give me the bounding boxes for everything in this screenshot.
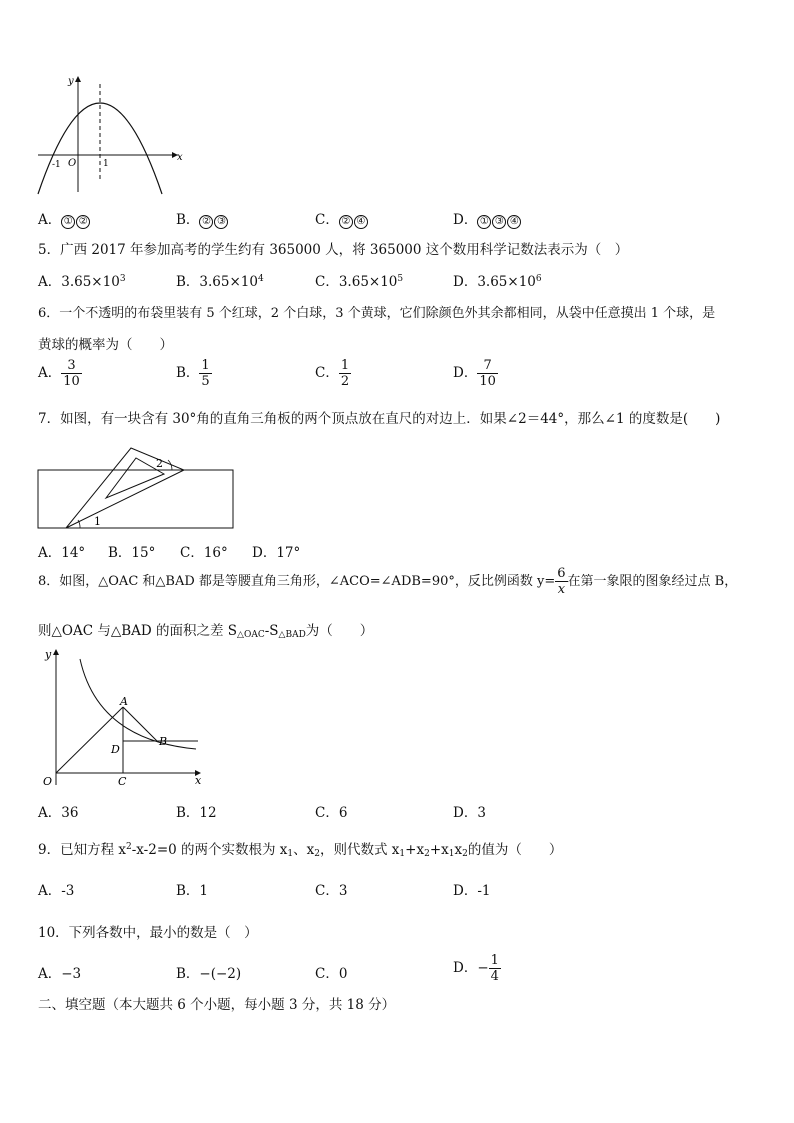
section-2-heading: 二、填空题（本大题共 6 个小题，每小题 3 分，共 18 分）: [38, 997, 396, 1013]
q5-option-b[interactable]: B．$3.65\times 10^4$: [176, 274, 264, 290]
q6-option-c[interactable]: C． $\frac{1}{2}$: [315, 358, 350, 389]
point-o-label: O: [43, 775, 53, 788]
y-axis-label: y: [68, 76, 74, 87]
x-axis-label: x: [177, 152, 183, 163]
q7-question: 7．如图，有一块含有 30°角的直角三角板的两个顶点放在直尺的对边上．如果∠2＝44°，那么∠1 的度数是( ): [38, 411, 721, 427]
angle-2-label: 2: [156, 457, 163, 470]
q9-option-d[interactable]: D．-1: [453, 883, 491, 899]
q7-option-a[interactable]: A．14°: [38, 545, 86, 561]
ruler-triangle-figure: [36, 440, 236, 532]
point-d-label: D: [111, 743, 120, 756]
q8-question-line1: 8．如图，△OAC 和△BAD 都是等腰直角三角形，∠ACO=∠ADB=90°，反比例函数 y= $\frac{6}{x}$ 在第一象限的图象经过点 B，: [38, 566, 738, 597]
q10-option-c[interactable]: C．0: [315, 966, 348, 982]
q5-question: 5．广西 2017 年参加高考的学生约有 365000 人，将 365000 这个数用科学记数法表示为（ ）: [38, 242, 629, 258]
q6-question-line1: 6．一个不透明的布袋里装有 5 个红球，2 个白球，3 个黄球，它们除颜色外其余都相同，从袋中任意摸出 1 个球，是: [38, 306, 716, 321]
point-c-label: C: [118, 775, 127, 788]
q4-option-b[interactable]: B． ② ③: [176, 208, 229, 229]
q10-option-d[interactable]: D．− $\frac{1}{4}$: [453, 953, 499, 984]
q7-option-b[interactable]: B．15°: [108, 545, 156, 561]
q5-option-d[interactable]: D．$3.65\times 10^6$: [453, 274, 542, 290]
q10-option-b[interactable]: B．−(−2): [176, 966, 242, 982]
q4-option-a[interactable]: A． ① ②: [38, 208, 91, 229]
q8-option-b[interactable]: B．12: [176, 805, 217, 821]
q8-function-fraction: $\frac{6}{x}$: [557, 566, 566, 597]
q7-option-c[interactable]: C．16°: [180, 545, 228, 561]
q5-option-c[interactable]: C．$3.65\times 10^5$: [315, 274, 404, 290]
tick-neg-label: -1: [52, 160, 61, 170]
q6-option-b[interactable]: B． $\frac{1}{5}$: [176, 358, 210, 389]
origin-label: O: [68, 158, 77, 169]
q6-option-a[interactable]: A． $\frac{3}{10}$: [38, 358, 80, 389]
q10-option-a[interactable]: A．−3: [38, 966, 82, 982]
q6-option-d[interactable]: D． $\frac{7}{10}$: [453, 358, 496, 389]
q5-option-a[interactable]: A．$3.65\times 10^3$: [38, 274, 126, 290]
q9-option-c[interactable]: C．3: [315, 883, 348, 899]
q8-option-c[interactable]: C．6: [315, 805, 348, 821]
q9-question: 9．已知方程 $x^2-x-2=0$ 的两个实数根为 $x_1$、$x_2$，则代数式 $x_1+x_2+x_1x_2$的值为（ ）: [38, 842, 563, 859]
q8-question-line2: 则△OAC 与△BAD 的面积之差 $S_{\triangle OAC}-S_{\triangle BAD}$为（ ）: [38, 623, 374, 640]
q7-option-d[interactable]: D．17°: [252, 545, 301, 561]
q8-option-d[interactable]: D．3: [453, 805, 486, 821]
point-b-label: B: [159, 735, 168, 748]
q10-question: 10．下列各数中，最小的数是（ ）: [38, 925, 258, 941]
parabola-graph: [30, 72, 190, 197]
fig8-x-label: x: [195, 774, 202, 787]
tick-pos-label: 1: [103, 159, 109, 169]
hyperbola-figure: [38, 645, 208, 790]
q8-option-a[interactable]: A．36: [38, 805, 79, 821]
q4-option-c[interactable]: C． ② ④: [315, 208, 369, 229]
point-a-label: A: [120, 695, 128, 708]
q9-option-a[interactable]: A．-3: [38, 883, 75, 899]
fig8-y-label: y: [45, 648, 52, 661]
angle-1-label: 1: [94, 515, 101, 528]
q9-option-b[interactable]: B．1: [176, 883, 209, 899]
q4-option-d[interactable]: D． ① ③ ④: [453, 208, 522, 229]
q6-question-line2: 黄球的概率为（ ）: [38, 337, 173, 353]
